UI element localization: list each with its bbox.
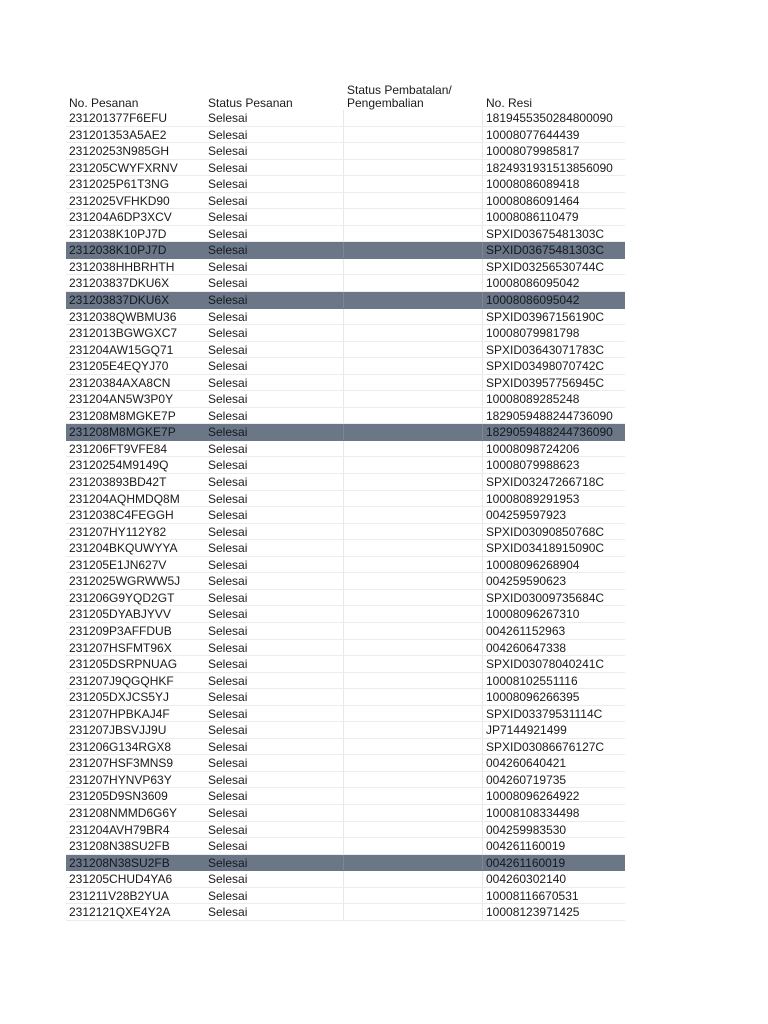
table-row[interactable] (66, 441, 625, 458)
order-no-cell: 231207JBSVJJ9U (69, 723, 167, 738)
table-row[interactable] (66, 590, 625, 607)
order-no-cell: 231201353A5AE2 (69, 127, 167, 142)
receipt-no-cell: 10008098724206 (486, 441, 580, 456)
receipt-no-cell: SPXID03957756945C (486, 375, 605, 390)
table-row[interactable] (66, 838, 625, 855)
table-row[interactable] (66, 160, 625, 177)
table-row[interactable] (66, 143, 625, 160)
order-status-cell: Selesai (205, 590, 344, 606)
table-row[interactable] (66, 540, 625, 557)
table-row[interactable] (66, 788, 625, 805)
receipt-no-cell: 004261152963 (486, 623, 566, 638)
cancel-status-cell (344, 325, 483, 341)
order-no-cell: 231208N38SU2FB (69, 839, 170, 854)
receipt-no-cell: SPXID03675481303C (486, 226, 605, 241)
table-row[interactable] (66, 491, 625, 508)
cancel-status-cell (344, 673, 483, 689)
header-order-status: Status Pesanan (208, 96, 293, 110)
cancel-status-cell (344, 606, 483, 622)
receipt-no-cell: 10008086095042 (486, 276, 580, 291)
order-no-cell: 231211V28B2YUA (69, 888, 169, 903)
cancel-status-cell (344, 788, 483, 804)
order-status-cell: Selesai (205, 673, 344, 689)
cancel-status-cell (344, 656, 483, 672)
order-no-cell: 231204A6DP3XCV (69, 210, 172, 225)
order-no-cell: 231206FT9VFE84 (69, 441, 168, 456)
header-cancel-status-line2: Pengembalian (347, 96, 424, 110)
cancel-status-cell (344, 342, 483, 358)
order-no-cell: 231205E1JN627V (69, 557, 167, 572)
receipt-no-cell: 10008089285248 (486, 392, 580, 407)
order-no-cell: 231207HPBKAJ4F (69, 706, 170, 721)
receipt-no-cell: SPXID03675481303C (486, 243, 605, 258)
receipt-no-cell: 1819455350284800090 (486, 111, 613, 125)
receipt-no-cell: 004260640421 (486, 756, 567, 771)
receipt-no-cell: SPXID03498070742C (486, 359, 605, 374)
order-status-cell: Selesai (205, 391, 344, 407)
order-status-cell: Selesai (205, 408, 344, 424)
order-status-cell: Selesai (205, 822, 344, 838)
order-no-cell: 231205D9SN3609 (69, 789, 168, 804)
cancel-status-cell (344, 474, 483, 490)
order-no-cell: 2312025VFHKD90 (69, 193, 170, 208)
order-status-cell: Selesai (205, 755, 344, 771)
order-no-cell: 231204AN5W3P0Y (69, 392, 174, 407)
table-row[interactable] (66, 573, 625, 590)
receipt-no-cell: 10008086110479 (486, 210, 579, 225)
table-row[interactable] (66, 904, 625, 921)
order-no-cell: 231207HSFMT96X (69, 640, 172, 655)
order-no-cell: 231206G9YQD2GT (69, 590, 175, 605)
cancel-status-cell (344, 739, 483, 755)
order-no-cell: 2312038C4FEGGH (69, 508, 174, 523)
order-status-cell: Selesai (205, 143, 344, 159)
table-row[interactable] (66, 507, 625, 524)
order-no-cell: 231205DSRPNUAG (69, 657, 178, 672)
order-status-cell: Selesai (205, 838, 344, 854)
cancel-status-cell (344, 904, 483, 920)
table-row[interactable] (66, 259, 625, 276)
order-no-cell: 2312038QWBMU36 (69, 309, 177, 324)
receipt-no-cell: 10008102551116 (486, 673, 578, 688)
receipt-no-cell: 10008086091464 (486, 193, 580, 208)
order-status-cell: Selesai (205, 292, 344, 308)
table-row[interactable] (66, 557, 625, 574)
order-no-cell: 2312038K10PJ7D (69, 243, 167, 258)
cancel-status-cell (344, 358, 483, 374)
receipt-no-cell: 10008096268904 (486, 557, 580, 572)
receipt-no-cell: 10008096267310 (486, 607, 580, 622)
order-no-cell: 231205CWYFXRNV (69, 160, 178, 175)
order-status-cell: Selesai (205, 888, 344, 904)
order-status-cell: Selesai (205, 640, 344, 656)
order-status-cell: Selesai (205, 855, 344, 871)
order-no-cell: 2312025P61T3NG (69, 177, 170, 192)
receipt-no-cell: SPXID03247266718C (486, 475, 605, 490)
order-status-cell: Selesai (205, 110, 344, 126)
table-row[interactable] (66, 689, 625, 706)
table-row-highlighted[interactable] (66, 242, 625, 259)
table-row[interactable] (66, 623, 625, 640)
order-no-cell: 231203837DKU6X (69, 293, 170, 308)
order-status-cell: Selesai (205, 507, 344, 523)
table-row[interactable] (66, 755, 625, 772)
cancel-status-cell (344, 309, 483, 325)
order-status-cell: Selesai (205, 193, 344, 209)
cancel-status-cell (344, 127, 483, 143)
header-receipt-no: No. Resi (486, 96, 533, 110)
table-row[interactable] (66, 457, 625, 474)
table-row[interactable] (66, 275, 625, 292)
order-status-cell: Selesai (205, 457, 344, 473)
table-row[interactable] (66, 805, 625, 822)
cancel-status-cell (344, 226, 483, 242)
order-no-cell: 231204BKQUWYYA (69, 541, 178, 556)
receipt-no-cell: SPXID03086676127C (486, 739, 605, 754)
cancel-status-cell (344, 491, 483, 507)
cancel-status-cell (344, 375, 483, 391)
receipt-no-cell: 004261160019 (486, 855, 566, 870)
order-status-cell: Selesai (205, 176, 344, 192)
order-status-cell: Selesai (205, 325, 344, 341)
table-row[interactable] (66, 209, 625, 226)
order-no-cell: 231206G134RGX8 (69, 739, 172, 754)
table-row[interactable] (66, 474, 625, 491)
cancel-status-cell (344, 441, 483, 457)
cancel-status-cell (344, 391, 483, 407)
cancel-status-cell (344, 590, 483, 606)
order-status-cell: Selesai (205, 573, 344, 589)
cancel-status-cell (344, 706, 483, 722)
cancel-status-cell (344, 689, 483, 705)
order-status-cell: Selesai (205, 226, 344, 242)
table-row[interactable] (66, 226, 625, 243)
cancel-status-cell (344, 259, 483, 275)
table-row[interactable] (66, 408, 625, 425)
order-no-cell: 231205DXJCS5YJ (69, 690, 170, 705)
order-no-cell: 2312121QXE4Y2A (69, 905, 171, 920)
cancel-status-cell (344, 209, 483, 225)
order-status-cell: Selesai (205, 805, 344, 821)
order-no-cell: 231207HYNVP63Y (69, 772, 172, 787)
cancel-status-cell (344, 143, 483, 159)
table-row[interactable] (66, 706, 625, 723)
order-status-cell: Selesai (205, 524, 344, 540)
header-cancel-status (344, 84, 483, 110)
order-status-cell: Selesai (205, 375, 344, 391)
receipt-no-cell: 004259597923 (486, 508, 567, 523)
order-status-cell: Selesai (205, 160, 344, 176)
order-status-cell: Selesai (205, 656, 344, 672)
order-no-cell: 231205E4EQYJ70 (69, 359, 169, 374)
receipt-no-cell: 10008086089418 (486, 177, 580, 192)
cancel-status-cell (344, 176, 483, 192)
cancel-status-cell (344, 755, 483, 771)
table-row-highlighted[interactable] (66, 292, 625, 309)
cancel-status-cell (344, 275, 483, 291)
table-row[interactable] (66, 722, 625, 739)
order-status-cell: Selesai (205, 342, 344, 358)
cancel-status-cell (344, 722, 483, 738)
receipt-no-cell: 004260647338 (486, 640, 567, 655)
order-status-cell: Selesai (205, 259, 344, 275)
order-status-cell: Selesai (205, 772, 344, 788)
cancel-status-cell (344, 110, 483, 126)
table-row-highlighted[interactable] (66, 424, 625, 441)
order-status-cell: Selesai (205, 358, 344, 374)
cancel-status-cell (344, 507, 483, 523)
order-status-cell: Selesai (205, 788, 344, 804)
table-row[interactable] (66, 375, 625, 392)
order-status-cell: Selesai (205, 491, 344, 507)
cancel-status-cell (344, 888, 483, 904)
table-row[interactable] (66, 391, 625, 408)
table-row[interactable] (66, 309, 625, 326)
receipt-no-cell: 10008096264922 (486, 789, 580, 804)
cancel-status-cell (344, 640, 483, 656)
order-status-cell: Selesai (205, 242, 344, 258)
cancel-status-cell (344, 193, 483, 209)
order-no-cell: 2312025WGRWW5J (69, 574, 181, 589)
order-no-cell: 231205DYABJYVV (69, 607, 171, 622)
cancel-status-cell (344, 822, 483, 838)
table-row[interactable] (66, 176, 625, 193)
order-status-cell: Selesai (205, 623, 344, 639)
order-no-cell: 23120254M9149Q (69, 458, 169, 473)
table-row[interactable] (66, 772, 625, 789)
order-no-cell: 2312013BGWGXC7 (69, 326, 178, 341)
order-status-cell: Selesai (205, 424, 344, 440)
order-status-cell: Selesai (205, 557, 344, 573)
receipt-no-cell: SPXID03090850768C (486, 524, 605, 539)
cancel-status-cell (344, 772, 483, 788)
receipt-no-cell: 10008079985817 (486, 144, 580, 159)
cancel-status-cell (344, 805, 483, 821)
cancel-status-cell (344, 838, 483, 854)
table-row[interactable] (66, 822, 625, 839)
receipt-no-cell: 10008077644439 (486, 127, 580, 142)
cancel-status-cell (344, 424, 483, 440)
order-status-cell: Selesai (205, 706, 344, 722)
order-no-cell: 231208NMMD6G6Y (69, 805, 178, 820)
receipt-no-cell: SPXID03256530744C (486, 259, 605, 274)
order-status-cell: Selesai (205, 739, 344, 755)
table-row[interactable] (66, 606, 625, 623)
receipt-no-cell: 1829059488244736090 (486, 425, 613, 440)
order-no-cell: 23120253N985GH (69, 144, 170, 159)
table-row[interactable] (66, 524, 625, 541)
cancel-status-cell (344, 855, 483, 871)
receipt-no-cell: SPXID03418915090C (486, 541, 605, 556)
table-row[interactable] (66, 193, 625, 210)
order-no-cell: 231204AQHMDQ8M (69, 491, 180, 506)
receipt-no-cell: 1824931931513856090 (486, 160, 613, 175)
order-status-cell: Selesai (205, 441, 344, 457)
receipt-no-cell: SPXID03078040241C (486, 657, 605, 672)
cancel-status-cell (344, 457, 483, 473)
order-status-cell: Selesai (205, 904, 344, 920)
cancel-status-cell (344, 242, 483, 258)
order-no-cell: 231208M8MGKE7P (69, 425, 176, 440)
order-no-cell: 231209P3AFFDUB (69, 623, 172, 638)
cancel-status-cell (344, 408, 483, 424)
cancel-status-cell (344, 160, 483, 176)
receipt-no-cell: 1829059488244736090 (486, 408, 613, 423)
order-no-cell: 2312038HHBRHTH (69, 259, 175, 274)
table-row[interactable] (66, 325, 625, 342)
order-status-cell: Selesai (205, 474, 344, 490)
table-row[interactable] (66, 888, 625, 905)
table-header (66, 84, 625, 110)
order-no-cell: 2312038K10PJ7D (69, 226, 167, 241)
order-status-cell: Selesai (205, 275, 344, 291)
cancel-status-cell (344, 557, 483, 573)
receipt-no-cell: 10008079981798 (486, 326, 580, 341)
order-no-cell: 231207HY112Y82 (69, 524, 167, 539)
order-status-cell: Selesai (205, 540, 344, 556)
order-status-cell: Selesai (205, 722, 344, 738)
receipt-no-cell: 10008096266395 (486, 690, 580, 705)
table-row[interactable] (66, 110, 625, 127)
receipt-no-cell: 004260719735 (486, 772, 567, 787)
receipt-no-cell: 10008116670531 (486, 888, 579, 903)
receipt-no-cell: 10008123971425 (486, 905, 580, 920)
table-body (66, 110, 625, 921)
table-row[interactable] (66, 640, 625, 657)
cancel-status-cell (344, 540, 483, 556)
order-no-cell: 231203837DKU6X (69, 276, 170, 291)
receipt-no-cell: SPXID03009735684C (486, 590, 605, 605)
order-status-cell: Selesai (205, 127, 344, 143)
order-status-cell: Selesai (205, 209, 344, 225)
receipt-no-cell: JP7144921499 (486, 723, 567, 738)
table-row[interactable] (66, 673, 625, 690)
header-order-no: No. Pesanan (69, 96, 139, 110)
table-row[interactable] (66, 871, 625, 888)
receipt-no-cell: SPXID03967156190C (486, 309, 605, 324)
order-no-cell: 231207J9QGQHKF (69, 673, 174, 688)
table-row[interactable] (66, 342, 625, 359)
receipt-no-cell: 10008086095042 (486, 293, 580, 308)
order-no-cell: 231203893BD42T (69, 475, 167, 490)
cancel-status-cell (344, 623, 483, 639)
receipt-no-cell: 004259983530 (486, 822, 567, 837)
order-no-cell: 231207HSF3MNS9 (69, 756, 174, 771)
cancel-status-cell (344, 292, 483, 308)
order-status-cell: Selesai (205, 689, 344, 705)
order-status-cell: Selesai (205, 871, 344, 887)
table-row[interactable] (66, 127, 625, 144)
order-no-cell: 231204AVH79BR4 (69, 822, 170, 837)
header-cancel-status-line1: Status Pembatalan/ (347, 83, 452, 97)
receipt-no-cell: 004261160019 (486, 839, 566, 854)
receipt-no-cell: 10008079988623 (486, 458, 580, 473)
order-status-cell: Selesai (205, 309, 344, 325)
receipt-no-cell: SPXID03643071783C (486, 342, 605, 357)
order-no-cell: 231208N38SU2FB (69, 855, 170, 870)
order-no-cell: 23120384AXA8CN (69, 375, 171, 390)
receipt-no-cell: 004260302140 (486, 872, 567, 887)
order-no-cell: 231204AW15GQ71 (69, 342, 174, 357)
table-row[interactable] (66, 656, 625, 673)
order-no-cell: 231208M8MGKE7P (69, 408, 176, 423)
cancel-status-cell (344, 871, 483, 887)
orders-table (66, 84, 625, 921)
order-no-cell: 231205CHUD4YA6 (69, 872, 173, 887)
cancel-status-cell (344, 573, 483, 589)
table-row[interactable] (66, 358, 625, 375)
cancel-status-cell (344, 524, 483, 540)
order-status-cell: Selesai (205, 606, 344, 622)
receipt-no-cell: 004259590623 (486, 574, 567, 589)
order-no-cell: 231201377F6EFU (69, 111, 168, 125)
receipt-no-cell: 10008089291953 (486, 491, 580, 506)
receipt-no-cell: SPXID03379531114C (486, 706, 603, 721)
receipt-no-cell: 10008108334498 (486, 805, 580, 820)
table-row-highlighted[interactable] (66, 855, 625, 872)
table-row[interactable] (66, 739, 625, 756)
